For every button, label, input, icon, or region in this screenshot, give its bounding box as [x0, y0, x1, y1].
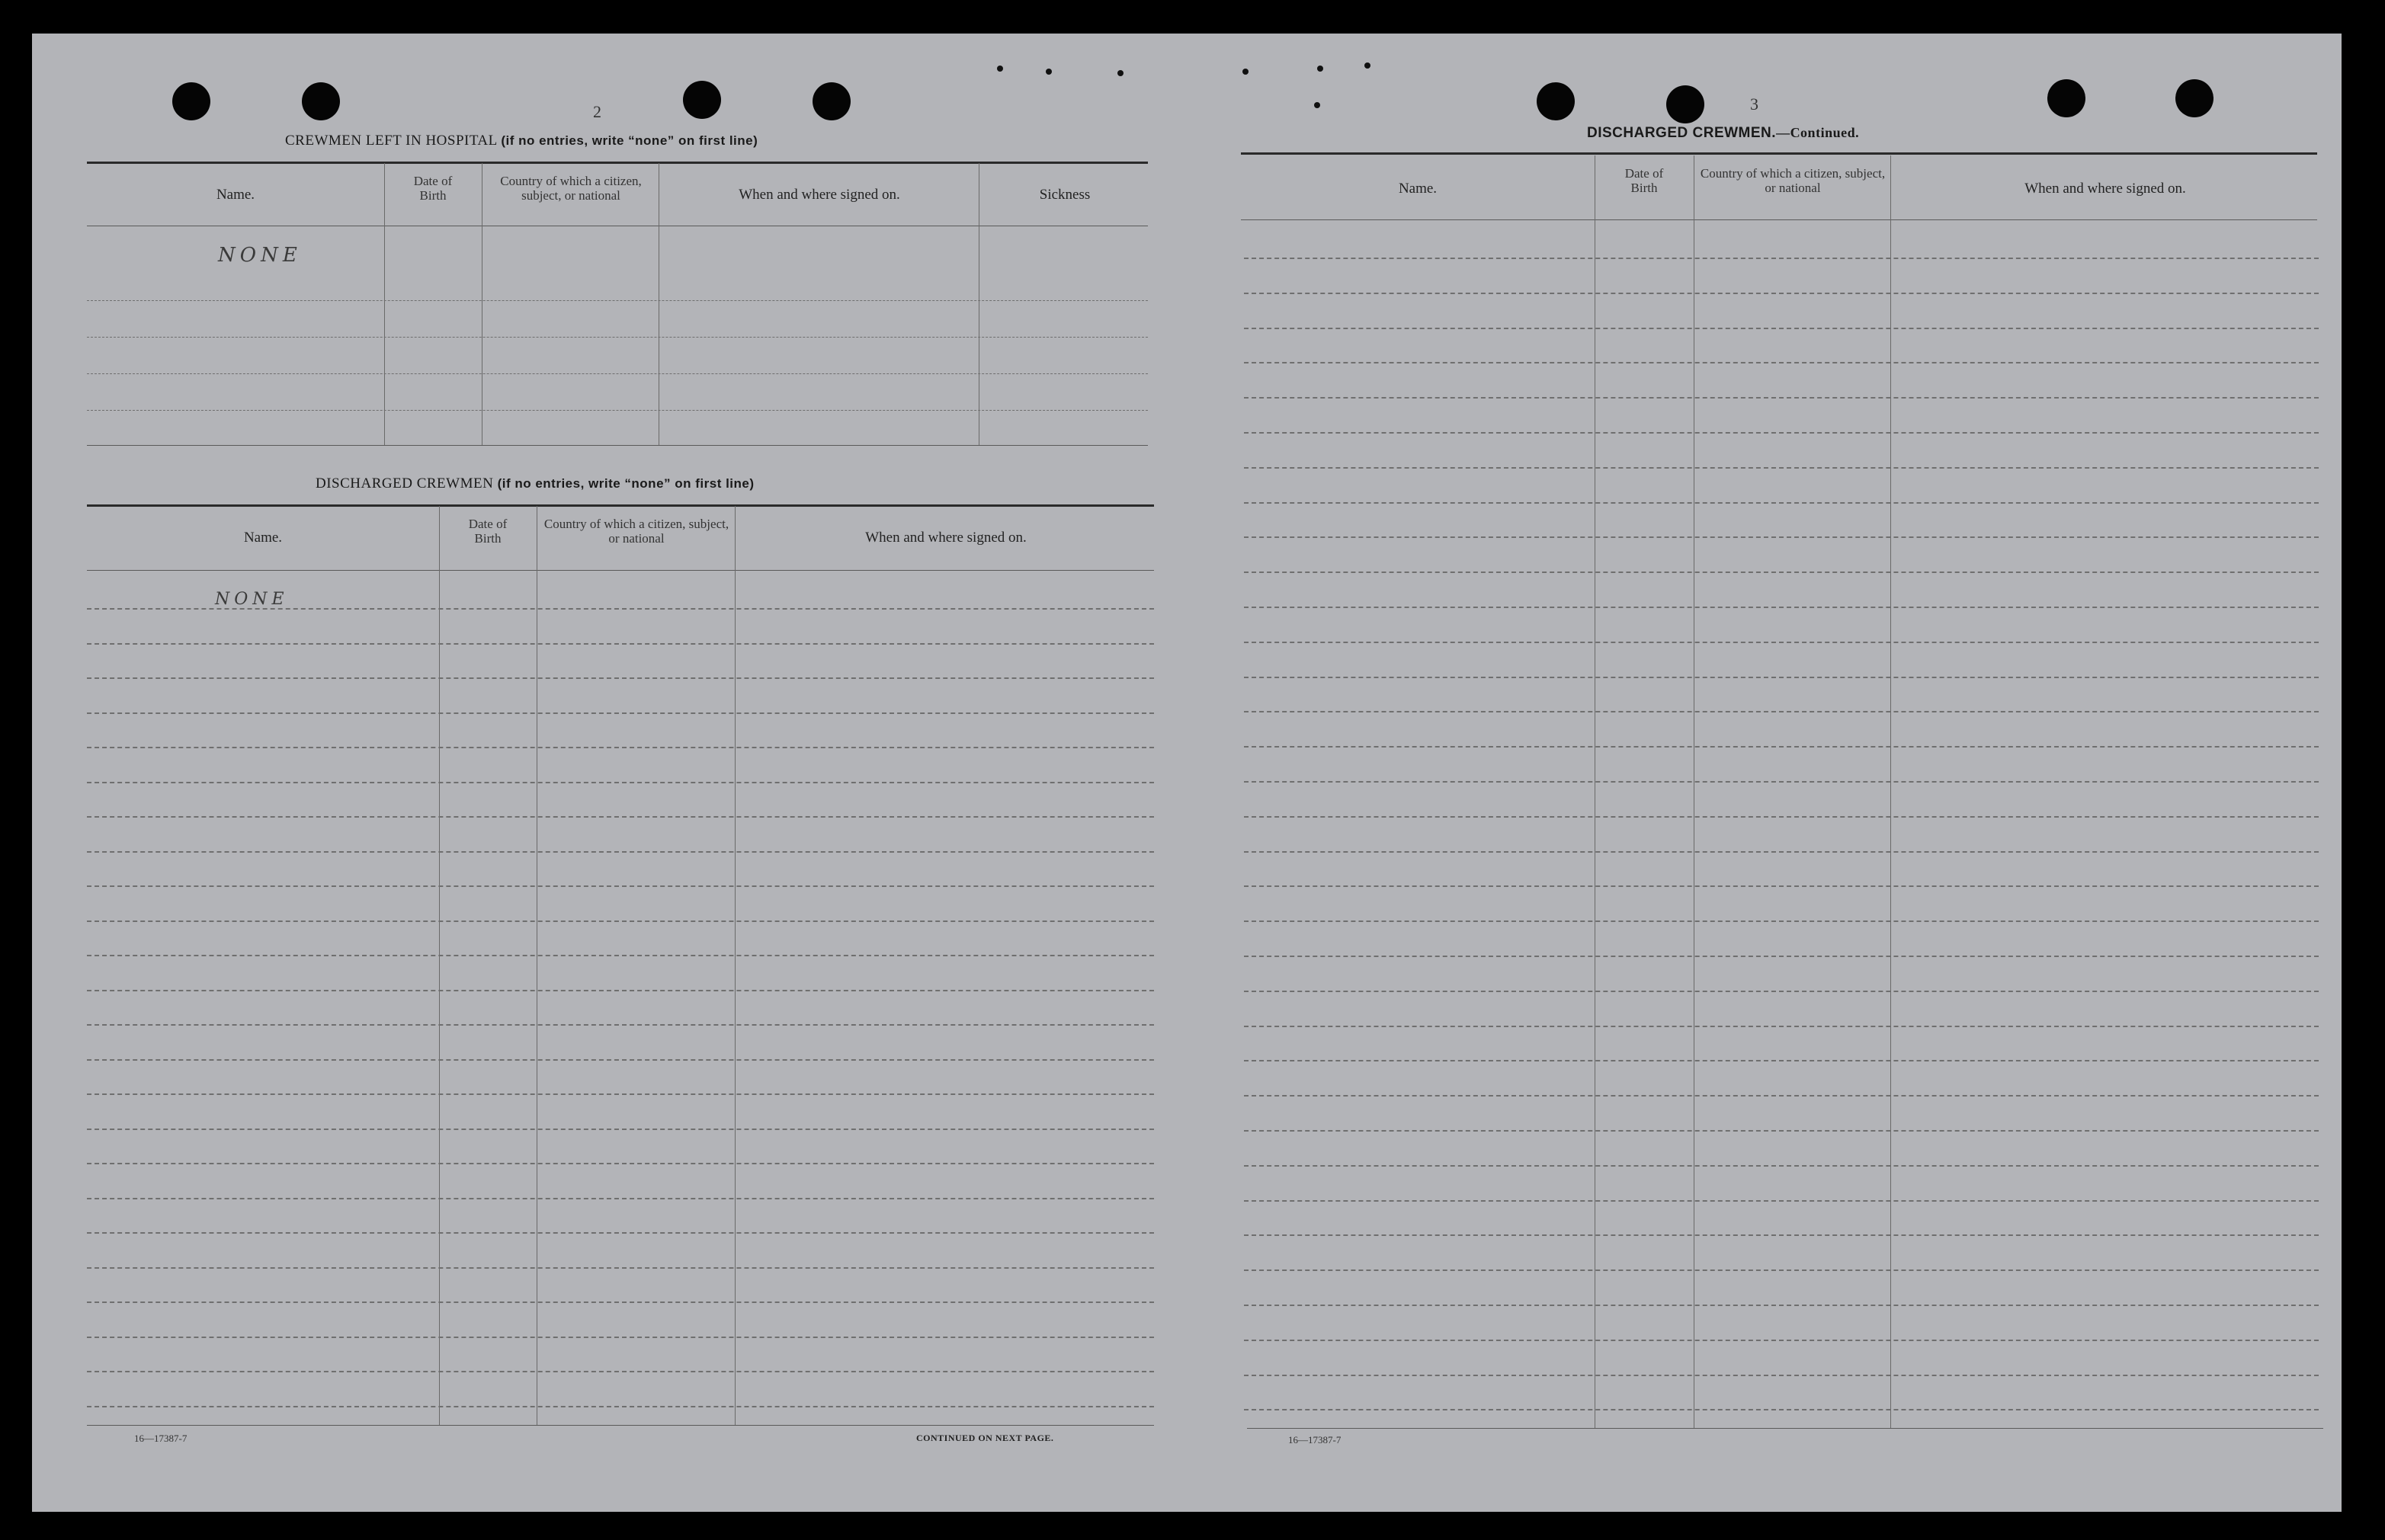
right-title-main: DISCHARGED CREWMEN.: [1587, 125, 1777, 141]
right-header-rule: [1241, 219, 2317, 220]
hospital-section-title: [285, 133, 758, 149]
hospital-top-rule: [87, 162, 1148, 164]
entry-line: [87, 1163, 1154, 1164]
speck: [997, 66, 1003, 72]
entry-line: [87, 1198, 1154, 1199]
entry-line: [1244, 432, 2319, 434]
speck: [1314, 102, 1320, 108]
form-number-right: 16—17387-7: [1288, 1434, 1342, 1446]
entry-line: [1244, 258, 2319, 259]
entry-line: [1244, 536, 2319, 538]
entry-line: [1244, 362, 2319, 363]
entry-line: [87, 712, 1154, 714]
entry-line: [1244, 397, 2319, 399]
entry-line: [87, 955, 1154, 956]
entry-line: [1244, 1409, 2319, 1410]
page-number-right: 3: [1750, 94, 1758, 114]
entry-line: [1244, 642, 2319, 643]
entry-line: [87, 885, 1154, 887]
entry-line: [87, 1371, 1154, 1372]
entry-line: [87, 1024, 1154, 1026]
entry-line: [87, 1406, 1154, 1407]
entry-line: [1244, 991, 2319, 992]
entry-line: [1244, 1340, 2319, 1341]
entry-line: [1244, 328, 2319, 329]
entry-line: [87, 816, 1154, 818]
discharged-header-dob: Date of Birth: [468, 517, 508, 546]
punch-hole: [813, 82, 851, 120]
right-header-name: Name.: [1398, 181, 1438, 197]
entry-line: [87, 747, 1154, 748]
entry-line: [1244, 1305, 2319, 1306]
discharged-title-note: (if no entries, write “none” on first line): [497, 476, 755, 491]
hospital-header-signed-on: When and where signed on.: [739, 187, 900, 203]
right-bottom-rule: [1247, 1428, 2323, 1429]
entry-line: [87, 608, 1154, 610]
entry-line: [87, 373, 1148, 374]
hospital-first-entry: NONE: [218, 244, 302, 267]
col-divider: [384, 163, 385, 445]
form-sheet: [32, 34, 2342, 1512]
entry-line: [1244, 467, 2319, 469]
entry-line: [87, 677, 1154, 679]
entry-line: [87, 782, 1154, 783]
entry-line: [87, 1232, 1154, 1234]
hospital-title-main: CREWMEN LEFT IN HOSPITAL: [285, 133, 498, 149]
speck: [1117, 70, 1124, 76]
punch-hole: [2047, 79, 2085, 117]
col-divider: [1890, 155, 1891, 1428]
entry-line: [1244, 607, 2319, 608]
entry-line: [1244, 816, 2319, 818]
entry-line: [87, 990, 1154, 991]
entry-line: [1244, 677, 2319, 678]
form-number-left: 16—17387-7: [134, 1433, 188, 1444]
entry-line: [87, 300, 1148, 301]
entry-line: [1244, 920, 2319, 922]
discharged-first-entry: NONE: [215, 590, 289, 609]
discharged-header-name: Name.: [243, 530, 283, 546]
entry-line: [1244, 1060, 2319, 1061]
punch-hole: [172, 82, 210, 120]
entry-line: [87, 643, 1154, 645]
right-section-title: [1587, 125, 1859, 142]
entry-line: [1244, 711, 2319, 712]
entry-line: [87, 1337, 1154, 1338]
punch-hole: [1537, 82, 1575, 120]
punch-hole: [1666, 85, 1704, 123]
punch-hole: [683, 81, 721, 119]
discharged-header-country: Country of which a citizen, subject, or national: [543, 517, 729, 546]
discharged-header-rule: [87, 570, 1154, 571]
speck: [1242, 69, 1249, 75]
right-top-rule: [1241, 152, 2317, 155]
entry-line: [1244, 1026, 2319, 1027]
discharged-top-rule: [87, 504, 1154, 507]
hospital-title-note: (if no entries, write “none” on first line): [501, 133, 758, 148]
discharged-section-title: [316, 475, 755, 492]
right-header-signed-on: When and where signed on.: [2024, 181, 2186, 197]
discharged-bottom-rule: [87, 1425, 1154, 1426]
entry-line: [1244, 956, 2319, 957]
entry-line: [87, 337, 1148, 338]
entry-line: [1244, 885, 2319, 887]
entry-line: [1244, 1234, 2319, 1236]
continued-note: CONTINUED ON NEXT PAGE.: [916, 1433, 1054, 1443]
entry-line: [1244, 502, 2319, 504]
entry-line: [1244, 781, 2319, 783]
entry-line: [87, 1267, 1154, 1269]
speck: [1046, 69, 1052, 75]
speck: [1364, 62, 1370, 69]
entry-line: [1244, 746, 2319, 748]
entry-line: [87, 920, 1154, 922]
hospital-bottom-rule: [87, 445, 1148, 446]
entry-line: [87, 851, 1154, 853]
entry-line: [1244, 1269, 2319, 1271]
entry-line: [1244, 1200, 2319, 1202]
punch-hole: [302, 82, 340, 120]
page-number-left: 2: [593, 102, 601, 121]
hospital-header-name: Name.: [216, 187, 255, 203]
entry-line: [1244, 1130, 2319, 1132]
punch-hole: [2175, 79, 2213, 117]
hospital-header-dob: Date of Birth: [413, 174, 453, 203]
discharged-header-signed-on: When and where signed on.: [865, 530, 1027, 546]
right-header-dob: Date of Birth: [1624, 166, 1664, 195]
entry-line: [1244, 1375, 2319, 1376]
right-title-suffix: —Continued.: [1776, 125, 1860, 140]
entry-line: [1244, 1095, 2319, 1097]
entry-line: [87, 1301, 1154, 1303]
entry-line: [87, 1059, 1154, 1061]
entry-line: [87, 410, 1148, 411]
right-header-country: Country of which a citizen, subject, or national: [1700, 166, 1886, 195]
hospital-header-sickness: Sickness: [1039, 187, 1091, 203]
entry-line: [1244, 851, 2319, 853]
entry-line: [87, 1129, 1154, 1130]
entry-line: [1244, 1165, 2319, 1167]
speck: [1317, 66, 1323, 72]
entry-line: [1244, 571, 2319, 573]
hospital-header-country: Country of which a citizen, subject, or national: [500, 174, 642, 203]
entry-line: [87, 1093, 1154, 1095]
entry-line: [1244, 293, 2319, 294]
discharged-title-main: DISCHARGED CREWMEN: [316, 475, 494, 491]
